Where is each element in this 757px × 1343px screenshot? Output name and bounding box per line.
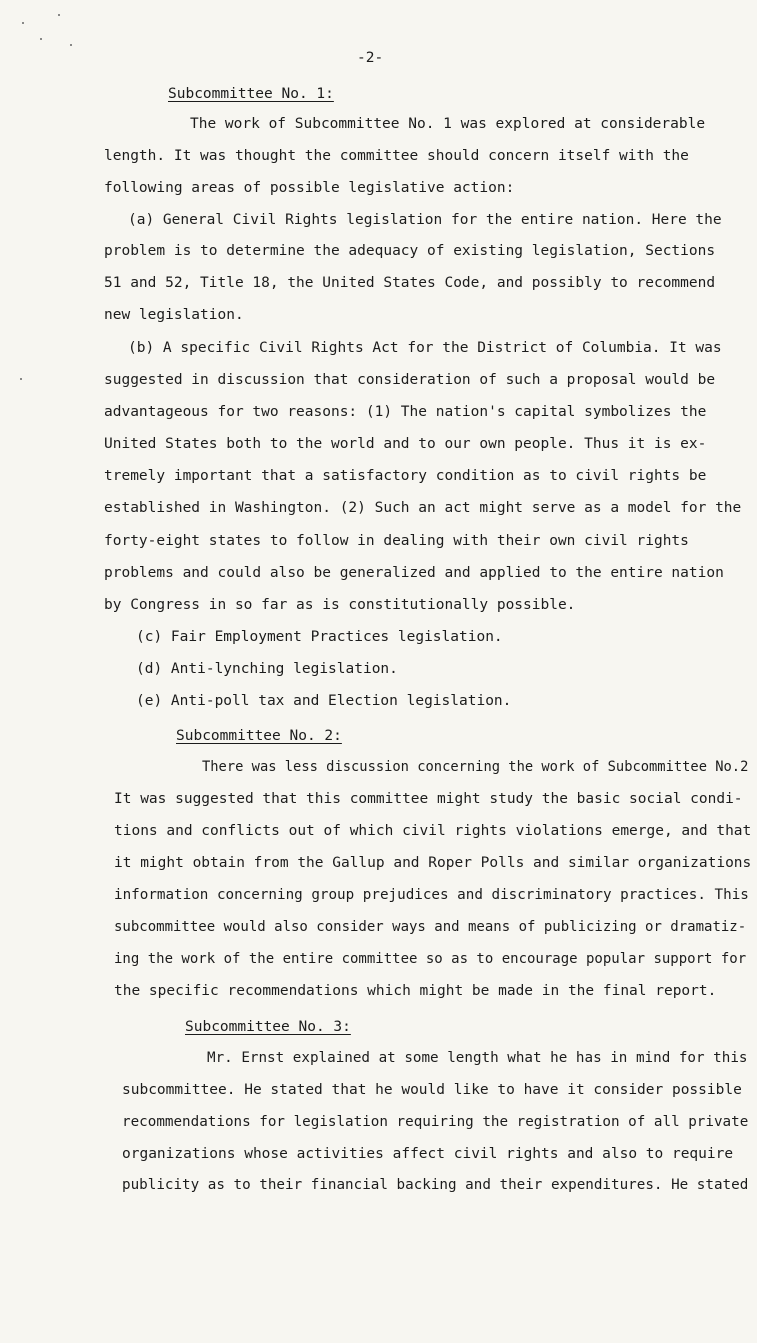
section-heading: Subcommittee No. 3: bbox=[185, 1019, 351, 1035]
text-line: ing the work of the entire committee so as to encourage popular support for bbox=[114, 951, 747, 967]
text-line: following areas of possible legislative action: bbox=[104, 180, 515, 196]
scan-speck bbox=[40, 38, 42, 40]
text-line: advantageous for two reasons: (1) The nation's capital symbolizes the bbox=[104, 404, 707, 420]
text-line: established in Washington. (2) Such an act might serve as a model for the bbox=[104, 500, 742, 516]
text-line: information concerning group prejudices and discriminatory practices. This bbox=[114, 887, 749, 903]
text-line: the specific recommendations which might be made in the final report. bbox=[114, 983, 717, 999]
text-line: subcommittee. He stated that he would like to have it consider possible bbox=[122, 1082, 742, 1098]
text-line: length. It was thought the committee should concern itself with the bbox=[104, 148, 689, 164]
text-line: forty-eight states to follow in dealing with their own civil rights bbox=[104, 533, 689, 549]
text-line: It was suggested that this committee might study the basic social condi- bbox=[114, 791, 743, 807]
page-number: -2- bbox=[357, 50, 384, 66]
text-line: (a) General Civil Rights legislation for the entire nation. Here the bbox=[128, 212, 722, 228]
list-item: (e) Anti-poll tax and Election legislation. bbox=[136, 693, 512, 709]
text-line: tremely important that a satisfactory condition as to civil rights be bbox=[104, 468, 707, 484]
text-line: subcommittee would also consider ways and means of publicizing or dramatiz- bbox=[114, 919, 747, 935]
text-line: (b) A specific Civil Rights Act for the District of Columbia. It was bbox=[128, 340, 722, 356]
text-line: new legislation. bbox=[104, 307, 244, 323]
section-heading: Subcommittee No. 2: bbox=[176, 728, 342, 744]
text-line: There was less discussion concerning the work of Subcommittee No.2 bbox=[202, 759, 749, 775]
text-line: publicity as to their financial backing and their expenditures. He stated bbox=[122, 1177, 749, 1193]
text-line: problem is to determine the adequacy of existing legislation, Sections bbox=[104, 243, 716, 259]
text-line: The work of Subcommittee No. 1 was explored at considerable bbox=[190, 116, 706, 132]
section-heading: Subcommittee No. 1: bbox=[168, 86, 334, 102]
scan-speck bbox=[70, 44, 72, 46]
text-line: it might obtain from the Gallup and Roper Polls and similar organizations bbox=[114, 855, 752, 871]
text-line: United States both to the world and to our own people. Thus it is ex- bbox=[104, 436, 707, 452]
text-line: 51 and 52, Title 18, the United States Code, and possibly to recommend bbox=[104, 275, 716, 291]
text-line: by Congress in so far as is constitutionally possible. bbox=[104, 597, 576, 613]
text-line: recommendations for legislation requiring the registration of all private bbox=[122, 1114, 749, 1130]
scan-speck bbox=[22, 22, 24, 24]
list-item: (d) Anti-lynching legislation. bbox=[136, 661, 398, 677]
list-item: (c) Fair Employment Practices legislation. bbox=[136, 629, 503, 645]
text-line: problems and could also be generalized and applied to the entire nation bbox=[104, 565, 724, 581]
text-line: organizations whose activities affect civil rights and also to require bbox=[122, 1146, 734, 1162]
text-line: Mr. Ernst explained at some length what he has in mind for this bbox=[207, 1050, 748, 1066]
text-line: suggested in discussion that consideration of such a proposal would be bbox=[104, 372, 716, 388]
scan-speck bbox=[58, 14, 60, 16]
text-line: tions and conflicts out of which civil rights violations emerge, and that bbox=[114, 823, 752, 839]
scan-speck bbox=[20, 378, 22, 380]
